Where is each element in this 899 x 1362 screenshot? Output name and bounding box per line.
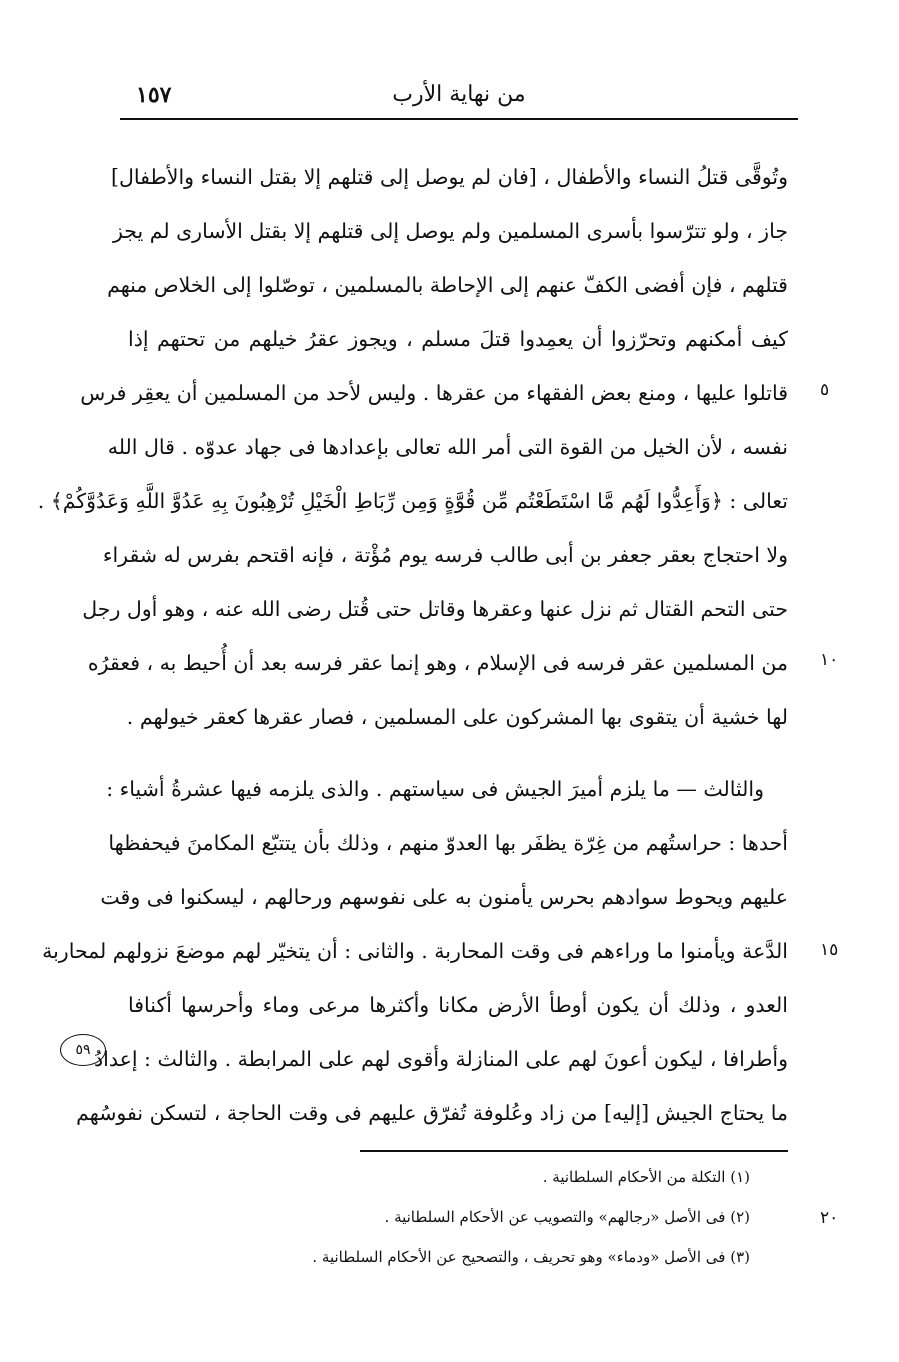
page-number: ١٥٧ [136, 82, 172, 108]
text-line: ولا احتجاج بعقر جعفر بن أبى طالب فرسه يوم مُؤْتة ، فإنه اقتحم بفرس له شقراء [102, 543, 788, 567]
text-line: كيف أمكنهم وتحرّزوا أن يعمِدوا قتلَ مسلم ، ويجوز عقرُ خيلهم من تحتهم إذا [128, 327, 788, 351]
footnote: (٣) فى الأصل «ودماء» وهو تحريف ، والتصحيح عن الأحكام السلطانية . [312, 1248, 750, 1266]
header-title: من نهاية الأرب [392, 82, 526, 107]
text-line: نفسه ، لأن الخيل من القوة التى أمر الله تعالى بإعدادها فى جهاد عدوّه . قال الله [107, 435, 788, 459]
manuscript-folio-mark: ٥٩ [60, 1034, 106, 1066]
text-line: العدو ، وذلك أن يكون أوطأ الأرض مكانا وأكثرها مرعى وماء وأحرسها أكنافا [128, 993, 788, 1017]
line-number: ٥ [820, 380, 830, 400]
text-line: ما يحتاج الجيش [إليه] من زاد وعُلوفة تُفرّق عليهم فى وقت الحاجة ، لتسكن نفوسُهم [76, 1101, 788, 1125]
line-number: ١٥ [820, 940, 839, 960]
footnote: (١) التكلة من الأحكام السلطانية . [542, 1168, 750, 1186]
text-line: وأطرافا ، ليكون أعونَ لهم على المنازلة وأقوى لهم على المرابطة . والثالث : إعدادُ [94, 1047, 788, 1071]
text-line: حتى التحم القتال ثم نزل عنها وعقرها وقاتل حتى قُتل رضى الله عنه ، وهو أول رجل [82, 597, 788, 621]
text-line: قاتلوا عليها ، ومنع بعض الفقهاء من عقرها . وليس لأحد من المسلمين أن يعقِر فرس [80, 381, 788, 405]
text-line: والثالث — ما يلزم أميرَ الجيش فى سياستهم . والذى يلزمه فيها عشرةُ أشياء : [106, 777, 764, 801]
running-header [120, 78, 798, 120]
text-line: قتلهم ، فإن أفضى الكفّ عنهم إلى الإحاطة بالمسلمين ، توصّلوا إلى الخلاص منهم [107, 273, 788, 297]
line-number: ١٠ [820, 650, 839, 670]
text-line: أحدها : حراستُهم من غِرّة يظفَر بها العدوّ منهم ، وذلك بأن يتتبّع المكامنَ فيحفظها [108, 831, 788, 855]
text-line: من المسلمين عقر فرسه فى الإسلام ، وهو إنما عقر فرسه بعد أن أُحيط به ، فعقرُه [87, 651, 788, 675]
text-line: لها خشية أن يتقوى بها المشركون على المسلمين ، فصار عقرها كعقر خيولهم . [126, 705, 788, 729]
text-line: الدَّعة ويأمنوا ما وراءهم فى وقت المحاربة . والثانى : أن يتخيّر لهم موضعَ نزولهم لمحاربة [42, 939, 788, 963]
text-line: عليهم ويحوط سوادهم بحرس يأمنون به على نفوسهم ورحالهم ، ليسكنوا فى وقت [100, 885, 788, 909]
text-line: جاز ، ولو تترّسوا بأسرى المسلمين ولم يوصل إلى قتلهم إلا بقتل الأسارى لم يجز [112, 219, 788, 243]
line-number: ٢٠ [820, 1208, 839, 1228]
footnote: (٢) فى الأصل «رجالهم» والتصويب عن الأحكام السلطانية . [384, 1208, 750, 1226]
text-line: تعالى : ﴿وَأَعِدُّوا لَهُم مَّا اسْتَطَعْتُم مِّن قُوَّةٍ وَمِن رِّبَاطِ الْخَيْلِ تُرْهِبُونَ بِهِ عَدُوَّ اللَّهِ وَعَدُوَّكُمْ﴾ . [37, 489, 788, 513]
footnote-divider [360, 1150, 788, 1152]
paragraph-1 [37, 150, 788, 750]
text-line: وتُوقَّى قتلُ النساء والأطفال ، [فان لم يوصل إلى قتلهم إلا بقتل النساء والأطفال] [110, 165, 788, 189]
